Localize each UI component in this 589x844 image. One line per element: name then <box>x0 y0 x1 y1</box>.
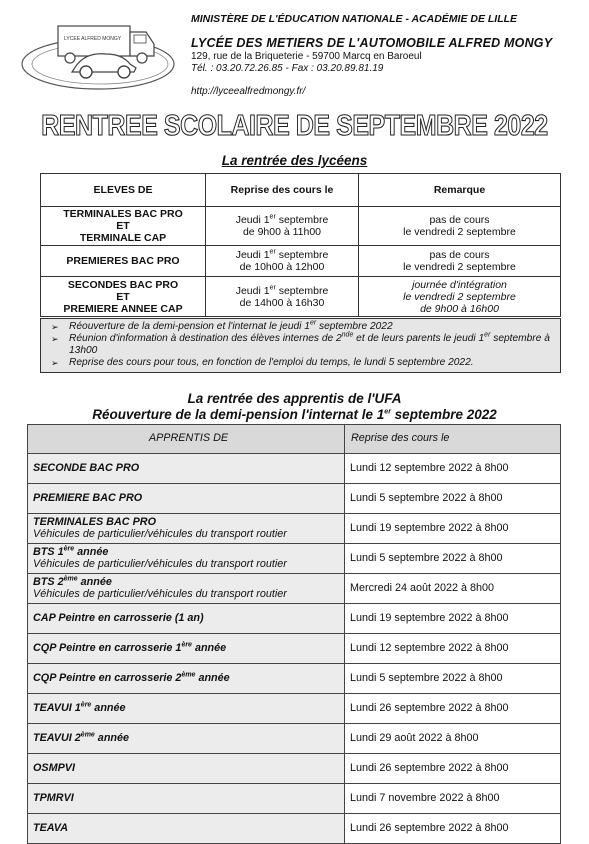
table-row <box>28 604 561 634</box>
apprentice-class-cell: CQP Peintre en carrosserie 1ère année <box>28 634 345 664</box>
date-cell: Jeudi 1er septembre de 14h00 à 16h30 <box>206 277 359 317</box>
apprentice-class-cell: TEAVA <box>28 814 345 844</box>
table-row <box>28 634 561 664</box>
table-row <box>28 784 561 814</box>
apprentice-class-cell: PREMIERE BAC PRO <box>28 484 345 514</box>
apprentice-date-cell: Lundi 12 septembre 2022 à 8h00 <box>345 454 561 484</box>
note-item: ➢ Reprise des cours pour tous, en fonction de l'emploi du temps, le lundi 5 septembre 2022. <box>51 357 474 368</box>
school-name: LYCÉE DES METIERS DE L'AUTOMOBILE ALFRED MONGY <box>191 36 553 50</box>
remark-cell: pas de cours le vendredi 2 septembre <box>359 207 561 246</box>
apprentice-class-cell: TEAVUI 1ère année <box>28 694 345 724</box>
table-row <box>28 574 561 604</box>
page-title: RENTREE SCOLAIRE DE SEPTEMBRE 2022 <box>41 110 548 142</box>
apprentice-date-cell: Lundi 26 septembre 2022 à 8h00 <box>345 694 561 724</box>
lyceens-title: La rentrée des lycéens <box>221 153 368 168</box>
apprentice-class-cell: TEAVUI 2ème année <box>28 724 345 754</box>
apprentis-title-block <box>0 391 589 423</box>
note-item: ➢ Réunion d'information à destination des élèves internes de 2nde et de leurs parents le jeudi 1er septembre à 13h00 <box>51 331 550 356</box>
remark-cell: journée d'intégration le vendredi 2 septembre de 9h00 à 16h00 <box>359 277 561 317</box>
table-row <box>41 207 561 246</box>
apprentice-date-cell: Lundi 19 septembre 2022 à 8h00 <box>345 514 561 544</box>
class-cell: TERMINALES BAC PRO ET TERMINALE CAP <box>41 207 206 246</box>
column-header: Remarque <box>359 174 561 207</box>
school-header <box>191 10 581 97</box>
school-address: 129, rue de la Briqueterie - 59700 Marcq en Baroeul <box>191 51 422 62</box>
table-row <box>41 246 561 277</box>
table-row <box>41 277 561 317</box>
apprentice-class-cell: CQP Peintre en carrosserie 2ème année <box>28 664 345 694</box>
apprentice-class-cell: CAP Peintre en carrosserie (1 an) <box>28 604 345 634</box>
table-row <box>28 814 561 844</box>
apprentice-class-cell: TPMRVI <box>28 784 345 814</box>
lyceens-table <box>40 173 561 317</box>
apprentis-table <box>27 424 561 844</box>
table-header-row <box>41 174 561 207</box>
apprentice-class-cell: TERMINALES BAC PRO Véhicules de particulier/véhicules du transport routier <box>28 514 345 544</box>
apprentice-date-cell: Lundi 19 septembre 2022 à 8h00 <box>345 604 561 634</box>
note-item: ➢ Réouverture de la demi-pension et l'internat le jeudi 1er septembre 2022 <box>51 319 393 332</box>
table-row <box>28 544 561 574</box>
remark-cell: pas de cours le vendredi 2 septembre <box>359 246 561 277</box>
apprentis-subtitle: Réouverture de la demi-pension l'internat le 1er septembre 2022 <box>92 407 497 422</box>
apprentice-date-cell: Lundi 5 septembre 2022 à 8h00 <box>345 544 561 574</box>
apprentice-date-cell: Lundi 26 septembre 2022 à 8h00 <box>345 754 561 784</box>
table-row <box>28 754 561 784</box>
lyceens-notes <box>40 318 561 373</box>
apprentice-date-cell: Lundi 29 août 2022 à 8h00 <box>345 724 561 754</box>
table-row <box>28 484 561 514</box>
column-header: Reprise des cours le <box>345 425 561 454</box>
date-cell: Jeudi 1er septembre de 10h00 à 12h00 <box>206 246 359 277</box>
apprentice-date-cell: Lundi 5 septembre 2022 à 8h00 <box>345 484 561 514</box>
column-header: Reprise des cours le <box>206 174 359 207</box>
apprentice-date-cell: Lundi 7 novembre 2022 à 8h00 <box>345 784 561 814</box>
table-header-row <box>28 425 561 454</box>
apprentice-class-cell: BTS 1ère année Véhicules de particulier/véhicules du transport routier <box>28 544 345 574</box>
class-cell: PREMIERES BAC PRO <box>41 246 206 277</box>
table-row <box>28 454 561 484</box>
table-row <box>28 514 561 544</box>
apprentice-class-cell: BTS 2ème année Véhicules de particulier/véhicules du transport routier <box>28 574 345 604</box>
table-row <box>28 664 561 694</box>
apprentis-title: La rentrée des apprentis de l'UFA <box>187 391 402 406</box>
school-logo <box>20 14 180 94</box>
apprentice-date-cell: Mercredi 24 août 2022 à 8h00 <box>345 574 561 604</box>
apprentice-class-cell: OSMPVI <box>28 754 345 784</box>
column-header: APPRENTIS DE <box>28 425 345 454</box>
arrow-bullet-icon: ➢ <box>51 334 59 344</box>
svg-text:LYCEE ALFRED MONGY: LYCEE ALFRED MONGY <box>64 36 122 42</box>
apprentice-date-cell: Lundi 26 septembre 2022 à 8h00 <box>345 814 561 844</box>
apprentice-date-cell: Lundi 5 septembre 2022 à 8h00 <box>345 664 561 694</box>
arrow-bullet-icon: ➢ <box>51 322 59 332</box>
class-cell: SECONDES BAC PRO ET PREMIERE ANNEE CAP <box>41 277 206 317</box>
arrow-bullet-icon: ➢ <box>51 358 59 368</box>
apprentice-class-cell: SECONDE BAC PRO <box>28 454 345 484</box>
table-row <box>28 724 561 754</box>
date-cell: Jeudi 1er septembre de 9h00 à 11h00 <box>206 207 359 246</box>
apprentice-date-cell: Lundi 12 septembre 2022 à 8h00 <box>345 634 561 664</box>
column-header: ELEVES DE <box>41 174 206 207</box>
school-phone: Tél. : 03.20.72.26.85 - Fax : 03.20.89.81.19 <box>191 63 384 74</box>
school-url[interactable]: http://lyceealfredmongy.fr/ <box>191 86 306 97</box>
ministry-line: MINISTÈRE DE L'ÉDUCATION NATIONALE - ACADÉMIE DE LILLE <box>191 13 518 25</box>
table-row <box>28 694 561 724</box>
